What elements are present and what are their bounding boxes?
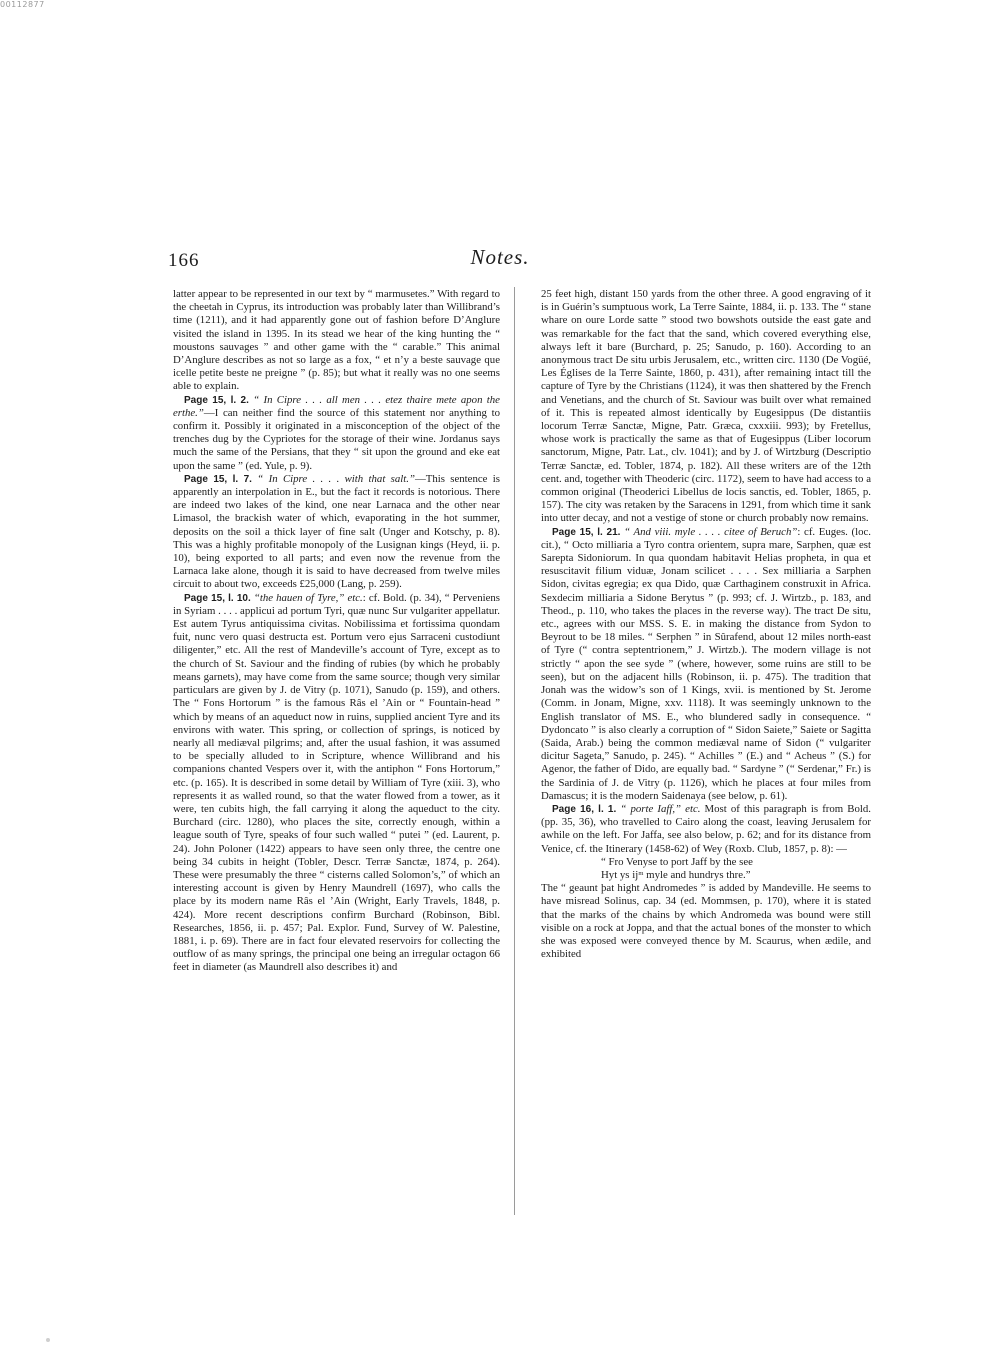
note-reference: Page 16, l. 1. <box>552 803 617 815</box>
note-citation: “the hauen of Tyre,” etc. <box>253 591 363 604</box>
note-citation: “ In Cipre . . . all men . . . etez thaire mete apon the erthe.” <box>173 393 500 419</box>
note-paragraph: latter appear to be represented in our text by “ marmusetes.” With regard to the cheetah in Cyprus, its introduction was probably later than Willibrand’s time (1211), and it had apparently gone out of fashion before D’Anglure visited the island in 1395. In its stead we hear of the king hunting the “ moustons sauvages ” and other game with the “ carable.” This animal D’Anglure describes as not so large as a fox, “ et n’y a beste sauvage que icelle petite beste ne preigne ” (p. 85); but what it really was no one seems able to explain. <box>173 288 500 393</box>
note-text: : cf. Euges. (loc. cit.), “ Octo milliaria a Tyro contra orientem, supra mare, Sarphen, quæ est Sarepta Sidoniorum. In qua quondam habitavit Helias propheta, in qua et resuscitavit filium viduæ, Jonam scilicet . . . . Sex milliaria a Sarphen Sidon, civitas egregia; ex qua Dido, quæ Carthaginem construxit in Africa. Sexdecim milliaria a Sidone Berytus ” (p. 993; cf. J. Wirtzb., p. 183, and Theod., p. 110, who takes the places in the reverse way). The tract De situ, etc., agrees with our MSS. S. E. in making the distance from Sydon to Beyrout to be 18 miles. “ Serphen ” in Sûrafend, about 12 miles north-east of Tyre (“ contra septentrionem,” J. Wirtzb.). The modern village is not strictly “ apon the see syde ” (where, however, some ruins are still to be seen), but on the adjacent hills (Robinson, ii. p. 475). The tradition that Jonah was the widow’s son of 1 Kings, xvii. is mentioned by St. Jerome (Comm. in Jonam, Migne, xxv. 1118). It was seemingly unknown to the English translator of MS. E., who blundered sadly in consequence. “ Dydoncato ” is also clearly a corruption of “ Sidon Saiete,” Saiete or Sagitta (Saida, Arab.) being the common mediæval name of Sidon (“ vulgariter dicitur Sageta,” Sanudo, p. 245). “ Achilles ” (E.) and “ Acheus ” (S.) for Agenor, the father of Dido, are equally bad. “ Sardyne ” (“ Serdenar,” Fr.) is the Sardinia of J. de Vitry (p. 1126), which he places at four miles from Damascus; it is the modern Saidenaya (see below, p. 61). <box>541 525 871 802</box>
note-citation: “ porte Iaff,” etc. <box>620 802 701 815</box>
note-paragraph <box>173 592 500 975</box>
note-paragraph <box>541 526 871 803</box>
note-paragraph: 25 feet high, distant 150 yards from the other three. A good engraving of it is in Guérin’s sumptuous work, La Terre Sainte, 1884, ii. p. 133. The “ stane whare on oure Lorde satte ” stood two bowshots outside the east gate and was remarkable for the fact that the sand, which covered everything else, always left it bare (Burchard, p. 25; Sanudo, p. 160). According to an anonymous tract De situ urbis Jerusalem, etc., written circ. 1130 (De Vogüé, Les Églises de la Terre Sainte, 1860, p. 431), after remaining intact till the capture of Tyre by the Christians (1124), it was then shattered by the French and Venetians, and the church of St. Saviour was built over what remained of it. This is repeated almost identically by Eugesippus (De distantiis locorum Terræ Sanctæ, Migne, Patr. Græca, cxxxiii. 993); by Fretellus, whose work is practically the same as that of Eugesippus (Liber locorum sanctorum, Migne, Patr. Lat., clv. 1041); and by J. of Wirtzburg (Descriptio Terræ Sanctæ, ed. Tobler, 1874, p. 182). All these writers are of the 12th cent. and, together with Theoderic (circ. 1172), seem to have had access to a common original (Theoderici Libellus de locis sanctis, ed. Tobler, 1865, p. 157). The city was retaken by the Saracens in 1291, from which time it sank into utter decay, and not a vestige of stone or church probably now remains. <box>541 288 871 525</box>
scan-id-label: 00112877 <box>0 0 45 9</box>
note-text: —I can neither find the source of this statement nor anything to confirm it. Possibly it originated in a misconception of the object of the trenches dug by the Cypriotes for the storage of their wine. Jordanus says much the same of the Persians, that they “ sit upon the ground and eke eat upon the same ” (ed. Yule, p. 9). <box>173 406 500 472</box>
note-paragraph <box>541 803 871 856</box>
note-reference: Page 15, l. 21. <box>552 526 621 538</box>
running-head: Notes. <box>470 245 530 269</box>
left-column <box>173 288 500 975</box>
note-paragraph <box>173 473 500 592</box>
note-citation: “ And viii. myle . . . . citee of Beruch” <box>624 525 798 538</box>
note-reference: Page 15, l. 7. <box>184 473 252 485</box>
note-citation: “ In Cipre . . . . with that salt.” <box>257 472 415 485</box>
page-number: 166 <box>168 250 200 271</box>
note-text: Most of this paragraph is from Bold. (pp. 35, 36), who travelled to Cairo along the coast, leaving Jerusalem for awhile on the left. For Jaffa, see also below, p. 62; and for its distance from Venice, cf. the Itinerary (1458-62) of Wey (Roxb. Club, 1857, p. 8): — <box>541 802 872 855</box>
note-reference: Page 15, l. 10. <box>184 592 251 604</box>
scan-speck <box>46 1338 50 1342</box>
note-paragraph: The “ geaunt þat hight Andromedes ” is added by Mandeville. He seems to have misread Solinus, cap. 34 (ed. Mommsen, p. 170), where it is stated that the marks of the chains by which Andromeda was bound were still visible on a rock at Joppa, and that the actual bones of the monster to which she was exposed were conveyed thence by M. Scaurus, when ædile, and exhibited <box>541 882 871 961</box>
note-reference: Page 15, l. 2. <box>184 394 249 406</box>
verse-line: Hyt ys ijᵐ myle and hundrys thre.” <box>601 868 751 881</box>
note-text: —This sentence is apparently an interpolation in E., but the fact it records is notorious. There are indeed two lakes of the kind, one near Larnaca and the other near Limasol, the brackish water of which, evaporating in the hot summer, deposits on the soil a thick layer of fine salt (Unger and Kotschy, p. 8). This was a highly profitable monopoly of the Lusignan kings (Heyd, ii. p. 10), being exported to all parts; and even now the revenue from the Larnaca lake alone, though it is said to have decreased from twelve miles circuit to about two, exceeds £25,000 (Lang, p. 259). <box>173 472 500 591</box>
note-paragraph <box>173 394 500 473</box>
note-text: : cf. Bold. (p. 34), “ Perveniens in Syriam . . . . applicui ad portum Tyri, quæ nunc Sur vulgariter appellatur. Est autem Tyrus antiquissima civitas. Nobilissima et fortissima quondam fuit, nunc vero quasi destructa est. Portum vero ejus Sarraceni custodiunt diligenter,” etc. All the rest of Mandeville’s account of Tyre, except as to the church of St. Saviour and the finding of rubies (by which he probably means garnets), may have come from the same source; though very similar particulars are given by J. de Vitry (p. 1071), Sanudo (p. 159), and others. The “ Fons Hortorum ” is the famous Râs el ’Ain or “ Fountain-head ” which by means of an aqueduct now in ruins, supplied ancient Tyre and its environs with water. This spring, or collection of springs, is noticed by nearly all mediæval pilgrims; and, after the usual fashion, it was assumed to be specially alluded to in Scripture, whence Willibrand and his companions chanted Vespers over it, with the antiphon “ Fons Hortorum,” etc. (p. 165). It is described in some detail by William of Tyre (xiii. 3), who represents it as walled round, so that the water flowed from a tower, as it were, ten cubits high, the fall carrying it along the aqueduct to the city. Burchard (circ. 1280), who places the site, correctly enough, within a league south of Tyre, speaks of four such walled “ putei ” (ed. Laurent, p. 24). John Poloner (1422) appears to have seen only three, the centre one being 34 cubits in height (Tobler, Descr. Terræ Sanctæ, 1874, p. 264). These were presumably the three “ cisterns called Solomon’s,” of which an interesting account is given by Henry Maundrell (1697), who calls the place by its modern name Râs el ’Ain (Wright, Early Travels, 1848, p. 424). More recent descriptions confirm Burchard (Robinson, Bibl. Researches, 1856, ii. p. 457; Pal. Explor. Fund, Survey of W. Palestine, 1881, i. p. 69). There are in fact four elevated reservoirs for collecting the outflow of as many springs, the principal one being an irregular octagon 66 feet in diameter (as Maundrell also describes it) and <box>173 591 501 974</box>
column-divider <box>514 287 515 1215</box>
verse-line: “ Fro Venyse to port Jaff by the see <box>601 855 753 868</box>
right-column <box>541 288 871 961</box>
